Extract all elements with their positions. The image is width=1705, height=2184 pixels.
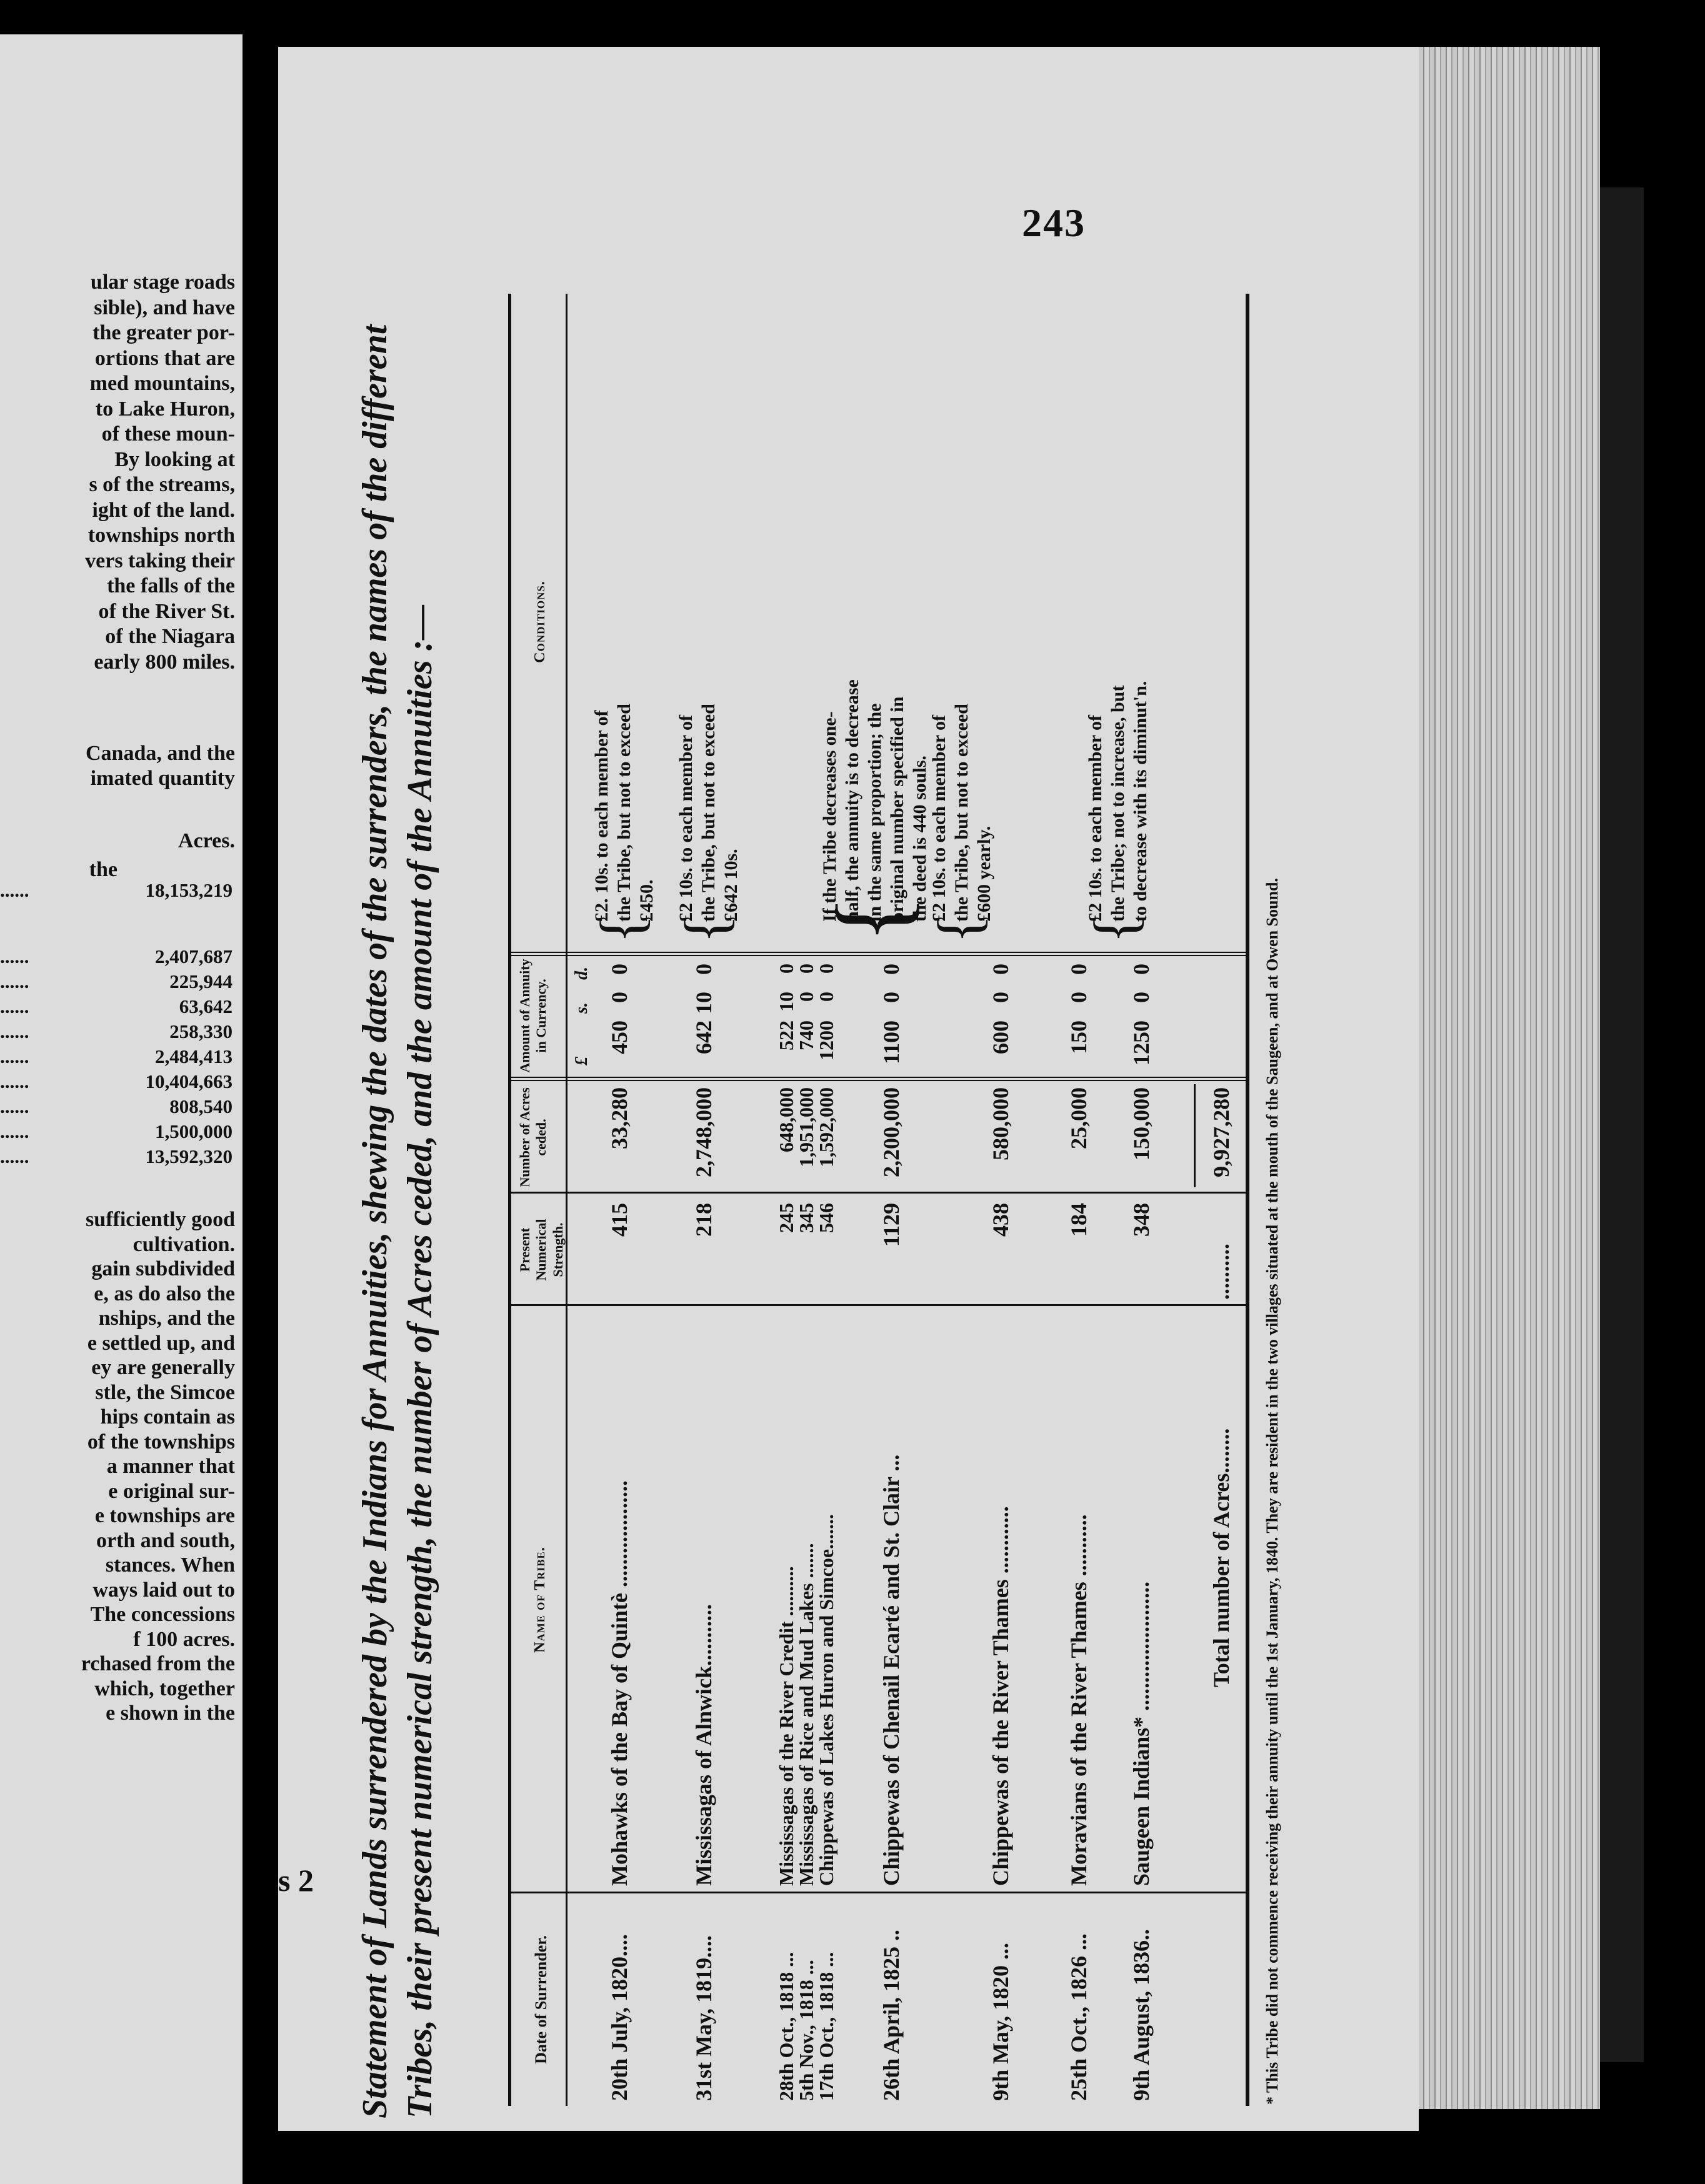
signature-mark: s 2 (278, 1863, 314, 1898)
left-page-line: the greater por- (92, 321, 235, 344)
row-tribe: Mohawks of the Bay of Quintè ................... (607, 1480, 632, 1886)
acres-row-leader: ...... (0, 879, 29, 901)
row-annuity-pounds: 1200 (815, 1020, 838, 1060)
row-date: 28th Oct., 1818 ... (775, 1952, 798, 2101)
row-condition-line: £2 10s. to each member of (1085, 714, 1106, 922)
acres-column-header: Acres. (178, 829, 235, 852)
row-tribe: Saugeen Indians* ....................... (1129, 1581, 1154, 1886)
left-page-line: ways laid out to (92, 1578, 235, 1602)
book-fore-edge (1419, 47, 1600, 2109)
row-annuity-shillings: 0 (1129, 992, 1154, 1003)
acres-row-value: 18,153,219 (145, 879, 232, 901)
acres-row-value: 63,642 (179, 995, 232, 1017)
left-page-line: e original sur- (108, 1479, 235, 1503)
left-page-line: a manner that (106, 1455, 235, 1478)
currency-unit-shillings: s. (572, 1002, 591, 1014)
page-number: 243 (1022, 201, 1086, 245)
table-top-rule (508, 294, 511, 2106)
acres-list-row (0, 945, 232, 970)
row-strength: 345 (795, 1203, 818, 1233)
row-tribe: Moravians of the River Thames ........... (1066, 1514, 1091, 1886)
left-page-line: the falls of the (107, 574, 235, 597)
col-rule-5 (511, 949, 1246, 956)
row-annuity-pence: 0 (795, 964, 818, 974)
row-condition-line: £600 yearly. (974, 825, 994, 922)
acres-row-value: 808,540 (169, 1095, 232, 1117)
row-annuity-pence: 0 (988, 964, 1013, 975)
row-condition-line: £450. (636, 879, 657, 922)
currency-unit-pence: d. (572, 967, 591, 980)
row-acres: 2,200,000 (879, 1087, 904, 1177)
left-page-line: stances. When (105, 1553, 235, 1577)
row-condition-line: in the same proportion; the (864, 703, 885, 922)
header-tribe: Name of Tribe. (532, 1547, 548, 1653)
acres-row-leader: ...... (0, 1120, 29, 1142)
header-date: Date of Surrender. (532, 1935, 550, 2064)
row-annuity-pounds: 740 (795, 1020, 818, 1050)
acres-list-row (0, 1095, 232, 1120)
total-label: Total number of Acres........ (1209, 1428, 1234, 1687)
row-condition-line: £2. 10s. to each member of (591, 710, 612, 922)
left-page-line: s of the streams, (89, 473, 235, 496)
row-annuity-pence: 0 (1066, 964, 1091, 975)
row-condition-line: the Tribe, but not to exceed (698, 704, 719, 922)
row-annuity-shillings: 0 (795, 992, 818, 1002)
row-tribe: Mississagas of Rice and Mud Lakes ....... (795, 1543, 818, 1886)
left-page-line: of these moun- (101, 422, 235, 446)
row-annuity-pounds: 1250 (1129, 1020, 1154, 1065)
book-edge-shadow (1600, 187, 1644, 2062)
left-page-line: stle, the Simcoe (95, 1380, 235, 1404)
acres-list-row (0, 970, 232, 995)
col-rule-2 (511, 1304, 1246, 1306)
row-annuity-shillings: 0 (607, 992, 632, 1003)
row-annuity-pounds: 522 (775, 1020, 798, 1050)
left-page-line: early 800 miles. (94, 650, 235, 674)
footnote: * This Tribe did not commence receiving their annuity until the 1st January, 1840. They are resident in the two villages situated at the mouth of the Saugeen, and at Owen Sound. (1263, 878, 1281, 2105)
left-page-line: med mountains, (89, 372, 235, 395)
acres-row-leader: ...... (0, 945, 29, 967)
row-date: 25th Oct., 1826 ... (1066, 1933, 1091, 2101)
header-conditions: Conditions. (532, 581, 548, 663)
left-page-line: e shown in the (106, 1702, 235, 1725)
acres-row-value: 2,407,687 (155, 945, 232, 967)
row-strength: 546 (815, 1203, 838, 1233)
row-annuity-pounds: 642 (691, 1020, 716, 1054)
row-strength: 245 (775, 1203, 798, 1233)
condition-brace: { (672, 914, 740, 944)
total-acres: 9,927,280 (1209, 1087, 1234, 1177)
total-rule (1194, 1084, 1196, 1187)
row-tribe: Chippewas of Lakes Huron and Simcoe....... (815, 1513, 838, 1886)
row-annuity-shillings: 0 (879, 992, 904, 1003)
row-condition-line: If the Tribe decreases one- (819, 711, 840, 922)
row-condition-line: the Tribe; not to increase, but (1108, 685, 1128, 922)
row-annuity-pounds: 150 (1066, 1020, 1091, 1054)
row-annuity-pence: 0 (691, 964, 716, 975)
acres-row-value: 10,404,663 (145, 1070, 232, 1092)
row-strength: 348 (1129, 1203, 1154, 1237)
left-page-line: f 100 acres. (133, 1627, 235, 1651)
left-page-line: By looking at (114, 447, 235, 471)
row-acres: 2,748,000 (691, 1087, 716, 1177)
row-acres: 150,000 (1129, 1087, 1154, 1160)
acres-row-value: 2,484,413 (155, 1045, 232, 1067)
rotated-table-block (353, 281, 1341, 2118)
row-annuity-pence: 0 (879, 964, 904, 975)
left-page-line: which, together (94, 1677, 235, 1700)
acres-row-value: 258,330 (169, 1020, 232, 1042)
row-strength: 438 (988, 1203, 1013, 1237)
acres-row-leader: ...... (0, 1095, 29, 1117)
left-page-line: ight of the land. (92, 498, 235, 522)
row-date: 9th May, 1820 ... (988, 1942, 1013, 2101)
condition-brace: { (1082, 914, 1149, 944)
row-annuity-pounds: 450 (607, 1020, 632, 1054)
acres-row-leader: ...... (0, 995, 29, 1017)
row-acres: 648,000 (775, 1087, 798, 1152)
total-strength-dots: .......... (1209, 1244, 1234, 1300)
left-page-line: vers taking their (85, 549, 235, 572)
row-annuity-pounds: 600 (988, 1020, 1013, 1054)
acres-row-leader: ...... (0, 970, 29, 992)
row-condition-line: half, the annuity is to decrease (842, 679, 862, 922)
acres-row-value: 1,500,000 (155, 1120, 232, 1142)
row-annuity-shillings: 0 (988, 992, 1013, 1003)
acres-list-row (0, 1045, 232, 1070)
row-condition-line: to decrease with its diminut'n. (1130, 681, 1151, 922)
acres-list-row (0, 995, 232, 1020)
row-condition-line: £2 10s. to each member of (676, 714, 696, 922)
left-page-line: townships north (88, 524, 235, 547)
acres-row-leader: ...... (0, 1070, 29, 1092)
left-page-line: Canada, and the (85, 742, 235, 765)
condition-brace: { (588, 914, 656, 944)
acres-row-value: 13,592,320 (145, 1145, 232, 1167)
row-annuity-shillings: 10 (691, 992, 716, 1014)
row-annuity-pence: 0 (775, 964, 798, 974)
left-page-line: gain subdivided (91, 1257, 235, 1280)
left-page-line: e townships are (94, 1504, 235, 1527)
row-tribe: Chippewas of the River Thames ............ (988, 1506, 1013, 1886)
row-strength: 415 (607, 1203, 632, 1237)
left-page-the: the (89, 858, 118, 881)
row-annuity-pence: 0 (607, 964, 632, 975)
row-annuity-pence: 0 (815, 964, 838, 974)
acres-row-value: 225,944 (169, 970, 232, 992)
left-page-line: ular stage roads (90, 271, 235, 294)
left-page-line: sufficiently good (86, 1208, 235, 1231)
row-acres: 25,000 (1066, 1087, 1091, 1149)
left-facing-page (0, 34, 242, 2184)
row-date: 17th Oct., 1818 ... (815, 1952, 838, 2101)
row-acres: 1,592,000 (815, 1087, 838, 1167)
row-annuity-shillings: 0 (815, 992, 838, 1002)
left-page-line: of the townships (87, 1430, 235, 1454)
row-acres: 1,951,000 (795, 1087, 818, 1167)
condition-brace: { (816, 895, 928, 944)
left-page-line: nships, and the (98, 1307, 235, 1330)
acres-row-leader: ...... (0, 1020, 29, 1042)
currency-unit-pounds: £ (572, 1057, 591, 1065)
left-page-line: orth and south, (96, 1528, 235, 1552)
row-date: 5th Nov., 1818 ... (795, 1960, 818, 2101)
left-page-line: of the River St. (98, 599, 235, 623)
acres-row-leader: ...... (0, 1045, 29, 1067)
left-page-line: sible), and have (94, 296, 235, 319)
left-page-line: to Lake Huron, (95, 397, 235, 421)
header-acres: Number of Acres ceded. (517, 1087, 549, 1187)
row-condition-line: £2 10s. to each member of (929, 714, 949, 922)
row-date: 20th July, 1820.... (607, 1933, 632, 2101)
row-tribe: Mississagas of the River Credit .......... (775, 1566, 798, 1886)
table-title: Statement of Lands surrendered by the Indians for Annuities, shewing the dates of the surrenders, the names of the different Tribes, their present numerical strength, the number of Acres ceded, and the amount of the Annuities :— (356, 324, 439, 2118)
left-page-line: ey are generally (91, 1356, 235, 1379)
row-annuity-shillings: 0 (1066, 992, 1091, 1003)
left-page-line: rchased from the (81, 1652, 235, 1675)
row-condition-line: the Tribe, but not to exceed (951, 704, 972, 922)
row-date: 31st May, 1819.... (691, 1935, 716, 2101)
row-tribe: Chippewas of Chenail Ecarté and St. Clair ... (879, 1454, 904, 1886)
row-tribe: Mississagas of Alnwick........... (691, 1603, 716, 1886)
left-page-line: imated quantity (90, 767, 235, 790)
acres-list-row (0, 879, 232, 904)
row-strength: 1129 (879, 1203, 904, 1247)
row-condition-line: original number specified in (887, 696, 908, 922)
header-strength: Present Numerical Strength. (517, 1219, 566, 1281)
right-page (278, 47, 1419, 2131)
left-page-line: e, as do also the (94, 1282, 235, 1305)
acres-list-row (0, 1145, 232, 1170)
row-date: 26th April, 1825 .. (879, 1929, 904, 2101)
acres-list-row (0, 1120, 232, 1145)
row-condition-line: £642 10s. (721, 849, 741, 922)
left-page-line: e settled up, and (87, 1331, 235, 1355)
left-page-line: The concessions (90, 1603, 235, 1626)
table-bottom-rule (1246, 294, 1249, 2106)
acres-row-leader: ...... (0, 1145, 29, 1167)
header-annuity: Amount of Annuity in Currency. (517, 959, 549, 1073)
row-annuity-pounds: 1100 (879, 1020, 904, 1065)
row-condition-line: the deed is 440 souls. (909, 755, 930, 922)
condition-brace: { (926, 914, 993, 944)
col-rule-1 (511, 1892, 1246, 1893)
left-page-line: cultivation. (132, 1232, 235, 1256)
left-page-line: ortions that are (94, 346, 235, 370)
left-page-line: of the Niagara (105, 625, 235, 648)
row-annuity-shillings: 10 (775, 992, 798, 1012)
left-page-line: hips contain as (100, 1405, 235, 1429)
row-acres: 580,000 (988, 1087, 1013, 1160)
acres-list-row (0, 1070, 232, 1095)
row-annuity-pence: 0 (1129, 964, 1154, 975)
row-acres: 33,280 (607, 1087, 632, 1149)
row-condition-line: the Tribe, but not to exceed (614, 704, 634, 922)
row-strength: 184 (1066, 1203, 1091, 1237)
acres-list-row (0, 1020, 232, 1045)
row-strength: 218 (691, 1203, 716, 1237)
row-date: 9th August, 1836.. (1129, 1928, 1154, 2101)
